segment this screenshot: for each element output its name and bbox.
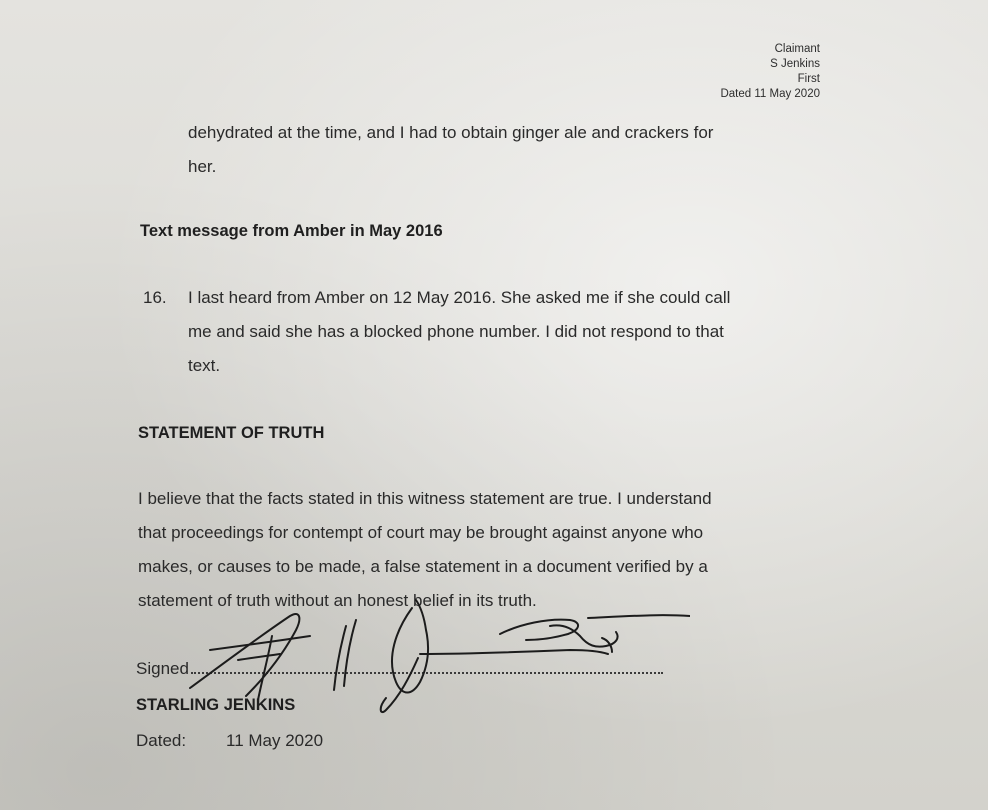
statement-of-truth-line-4: statement of truth without an honest belief in its truth. [138, 591, 537, 610]
header-party: Claimant [774, 43, 820, 55]
witness-name: STARLING JENKINS [136, 696, 296, 714]
header-date: Dated 11 May 2020 [720, 88, 820, 100]
header-witness: S Jenkins [770, 58, 820, 70]
signed-label: Signed [136, 659, 189, 678]
paragraph-16-line-2: me and said she has a blocked phone number. I did not respond to that [188, 322, 724, 341]
paragraph-continued-line-2: her. [188, 157, 217, 176]
paragraph-16-line-3: text. [188, 356, 221, 375]
statement-of-truth-line-3: makes, or causes to be made, a false statement in a document verified by a [138, 557, 708, 576]
paragraph-continued-line-1: dehydrated at the time, and I had to obtain ginger ale and crackers for [188, 123, 714, 142]
paragraph-number: 16. [143, 288, 167, 307]
statement-of-truth-line-2: that proceedings for contempt of court may be brought against anyone who [138, 523, 704, 542]
document-header [720, 42, 820, 102]
section-heading-text-message: Text message from Amber in May 2016 [140, 222, 443, 240]
paragraph-16-line-1: I last heard from Amber on 12 May 2016. She asked me if she could call [188, 288, 731, 307]
dated-label: Dated: [136, 731, 187, 750]
dated-value: 11 May 2020 [226, 731, 324, 750]
statement-of-truth-line-1: I believe that the facts stated in this witness statement are true. I understand [138, 489, 712, 508]
statement-of-truth-heading: STATEMENT OF TRUTH [138, 424, 325, 442]
header-statement-number: First [797, 73, 820, 85]
